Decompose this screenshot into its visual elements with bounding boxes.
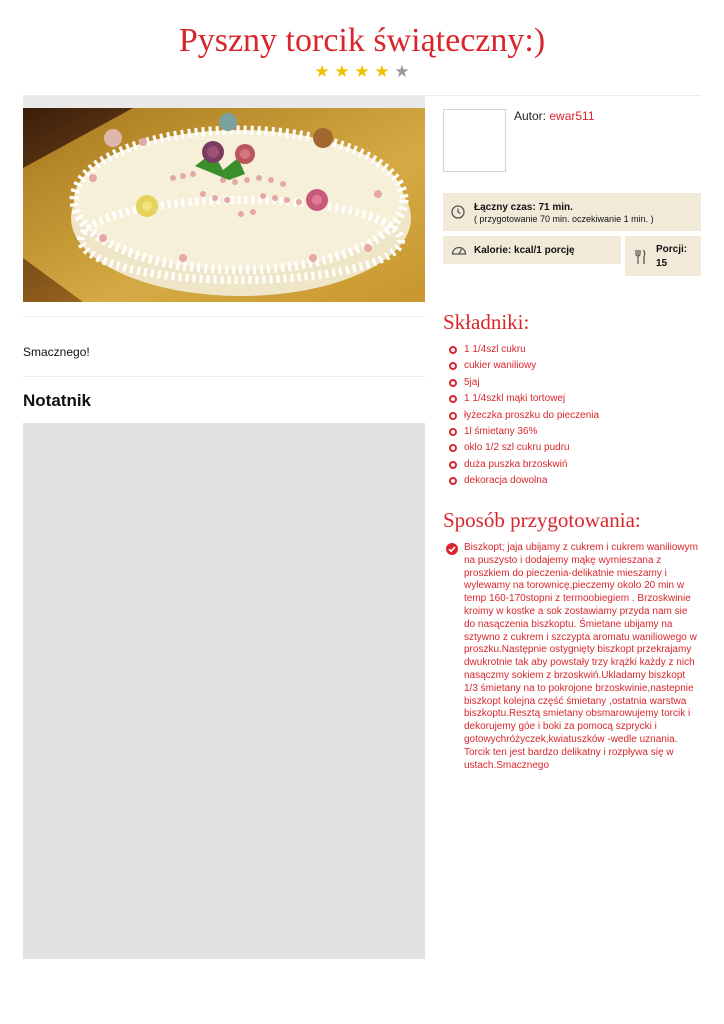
cutlery-icon (634, 249, 646, 268)
preparation-title: Sposób przygotowania: (443, 508, 641, 532)
ingredients-title: Składniki: (443, 310, 530, 334)
circle-bullet-icon (449, 444, 457, 452)
divider (23, 316, 425, 317)
calories-box (443, 236, 621, 264)
notes-area[interactable] (23, 423, 425, 959)
total-time-label: Łączny czas: 71 min. (474, 202, 573, 213)
calories-label: Kalorie: kcal/1 porcję (474, 245, 575, 256)
ingredients-list (449, 344, 599, 492)
author-line (514, 109, 595, 123)
star-icon: ★ (314, 62, 330, 81)
ingredient-item (449, 426, 599, 442)
ingredient-text: łyżeczka proszku do pieczenia (464, 409, 600, 421)
ingredient-text: dekoracja dowolna (464, 475, 548, 487)
circle-bullet-icon (449, 395, 457, 403)
ingredient-item (449, 410, 599, 426)
circle-bullet-icon (449, 428, 457, 436)
time-breakdown: ( przygotowanie 70 min. oczekiwanie 1 min. ) (474, 214, 654, 224)
portions-box (625, 236, 701, 276)
recipe-photo (23, 108, 425, 302)
ingredient-item (449, 393, 599, 409)
portions-value: 15 (656, 258, 668, 269)
circle-bullet-icon (449, 461, 457, 469)
divider (23, 376, 425, 377)
scale-icon (451, 242, 467, 259)
circle-bullet-icon (449, 346, 457, 354)
star-icon: ★ (334, 62, 350, 81)
ingredient-text: 1 1/4szl cukru (464, 344, 526, 355)
author-avatar (443, 109, 506, 172)
ingredient-text: 1l śmietany 36% (464, 425, 538, 437)
recipe-title: Pyszny torcik świąteczny:) (178, 22, 546, 59)
rating-stars (0, 62, 724, 82)
ingredient-item (449, 360, 599, 376)
author-label: Autor: (514, 109, 547, 123)
recipe-greeting: Smacznego! (23, 345, 90, 359)
ingredient-text: oklo 1/2 szl cukru pudru (464, 442, 570, 454)
circle-bullet-icon (449, 412, 457, 420)
total-time-box (443, 193, 701, 231)
ingredient-text: 5jaj (464, 376, 480, 388)
star-icon: ★ (354, 62, 370, 81)
portions-label: Porcji: (656, 244, 688, 255)
circle-bullet-icon (449, 362, 457, 370)
circle-bullet-icon (449, 477, 457, 485)
notes-title: Notatnik (23, 391, 91, 410)
ingredient-item (449, 475, 599, 491)
recipe-photo-frame (23, 96, 425, 302)
preparation-step: Biszkopt; jaja ubijamy z cukrem i cukrem waniliowym na puszysto i dodajemy mąkę wymieszana z proszkiem do pieczenia-delikatnie mieszamy i wylewamy na torownicę,pieczemy okolo 20 min w temp 160-170stopni z termoobiegiem . Brzoskwinie kroimy w kostke a sok zostawiamy przyda nam sie do nasączenia biszkoptu. Śmietane ubijamy na sztywno z cukrem i szczypta aromatu waniliowego w proszku.Następnie ostygnięty biszkopt przekrajamy dwukrotnie tak aby powstały trzy krążki każdy z nich nasączmy sokiem z brzoskwiń.Ukladamy biszkopt 1/3 śmietany na to pokrojone brzoskwinie,nastepnie biszkopt kolejna część śmietany ,ostatnia warstwa biszkoptu.Resztą smietany obsmarowujemy torcik i dekorujemy góe i boki za pomocą szprycki i gotowychróżyczek,kwiatuszków -wedle uznania. Torcik ten jest bardzo delikatny i rozpływa się w ustach.Smacznego (464, 542, 698, 771)
ingredient-text: duża puszka brzoskwiń (464, 458, 568, 470)
ingredient-text: cukier waniliowy (464, 360, 537, 372)
check-circle-icon (446, 542, 458, 560)
ingredient-text: 1 1/4szkl mąki tortowej (464, 393, 566, 405)
author-name-link[interactable]: ewar511 (549, 109, 595, 123)
star-icon: ★ (394, 62, 410, 81)
ingredient-item (449, 377, 599, 393)
ingredient-item (449, 459, 599, 475)
star-icon: ★ (374, 62, 390, 81)
ingredient-item (449, 344, 599, 360)
ingredient-item (449, 442, 599, 458)
circle-bullet-icon (449, 379, 457, 387)
clock-icon (451, 205, 465, 222)
